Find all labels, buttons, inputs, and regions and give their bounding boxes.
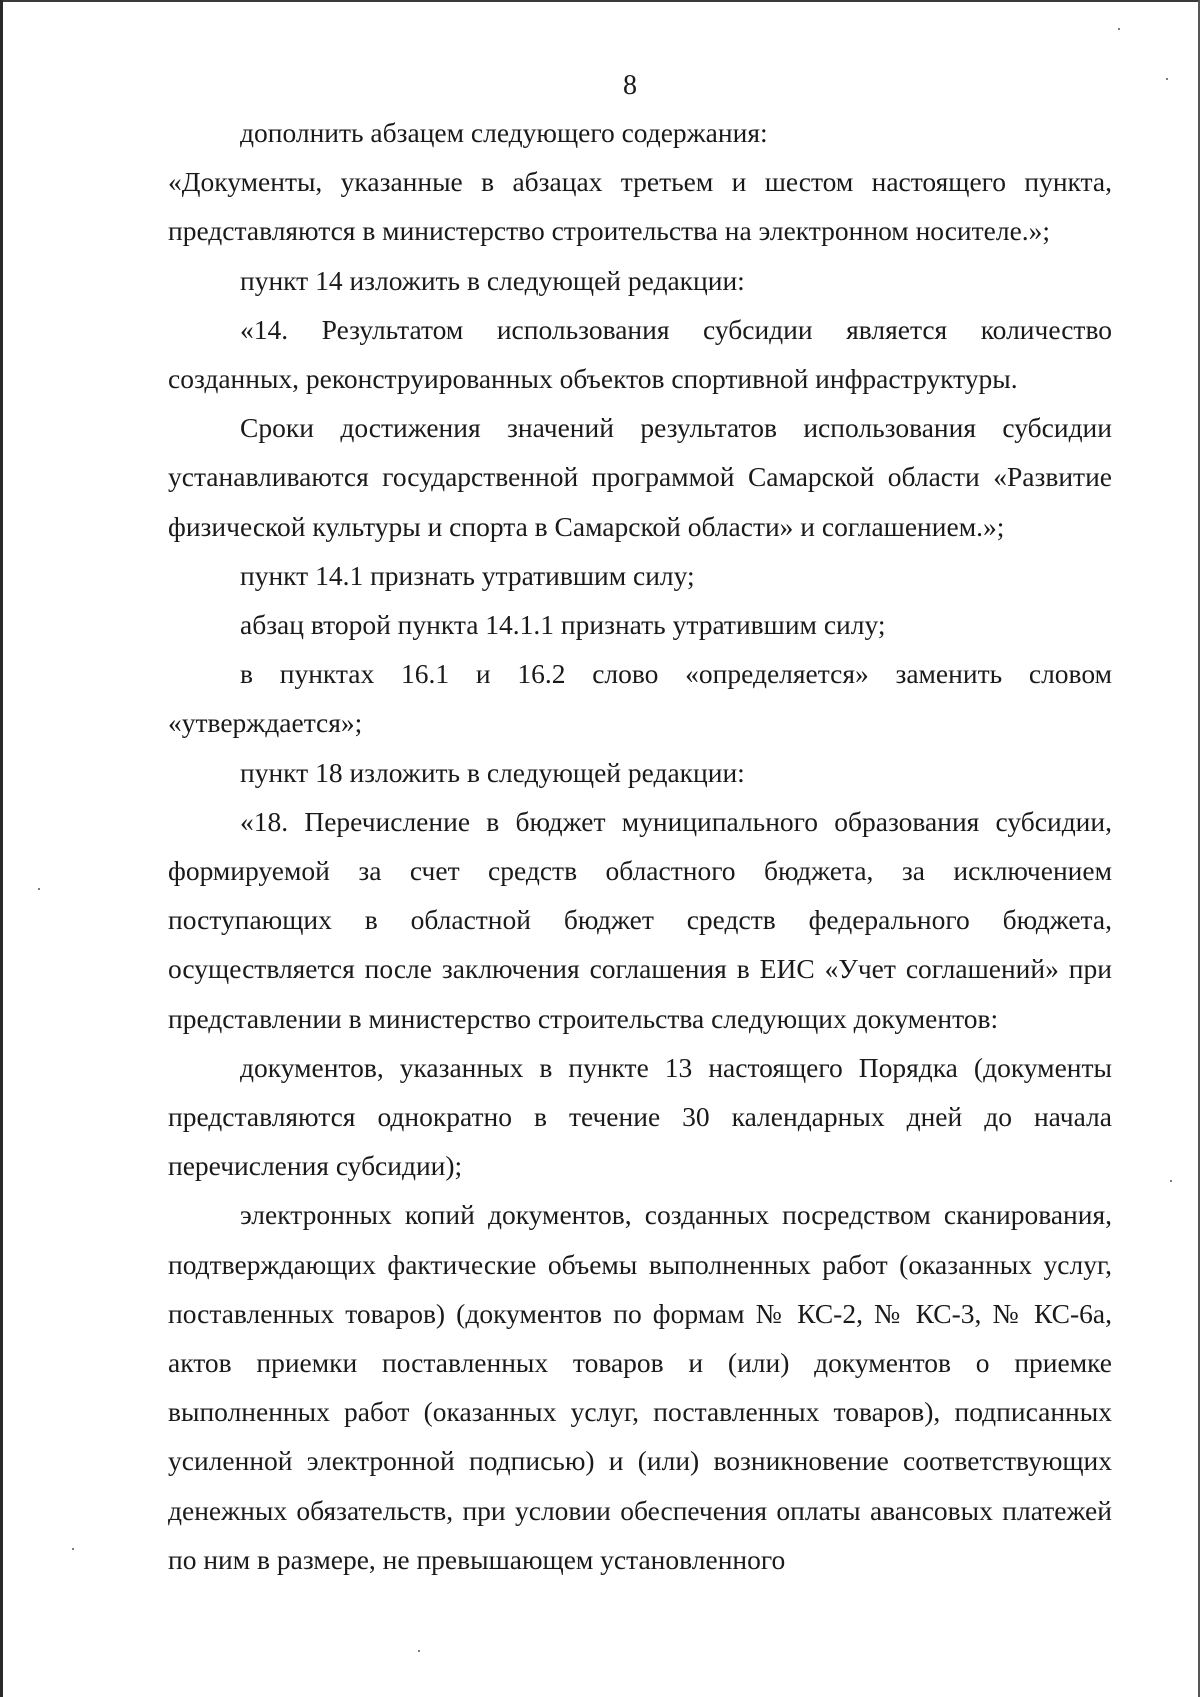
paragraph: «14. Результатом использования субсидии является количество созданных, реконструированных объектов спортивной инфраструктуры.	[168, 313, 1112, 395]
paragraph: пункт 18 изложить в следующей редакции:	[240, 756, 745, 788]
scan-speck	[72, 1548, 74, 1550]
paragraph: «Документы, указанные в абзацах третьем и шестом настоящего пункта, представляются в министерство строительства на электронном носителе.»;	[168, 166, 1112, 247]
paragraph: абзац второй пункта 14.1.1 признать утратившим силу;	[240, 609, 886, 641]
paragraph: «18. Перечисление в бюджет муниципального образования субсидии, формируемой за счет средств областного бюджета, за исключением поступающих в областной бюджет средств федерального бюджета, осуществляется после заключения соглашения в ЕИС «Учет соглашений» при представлении в министерство строительства следующих документов:	[168, 805, 1112, 1034]
paragraph: в пунктах 16.1 и 16.2 слово «определяется» заменить словом «утверждается»;	[168, 658, 1112, 739]
scan-speck	[1118, 28, 1120, 30]
paragraph: пункт 14 изложить в следующей редакции:	[240, 264, 745, 296]
document-body	[168, 108, 1112, 1584]
scan-edge-left	[0, 0, 3, 1697]
scan-speck	[418, 1650, 420, 1652]
paragraph: электронных копий документов, созданных посредством сканирования, подтверждающих фактические объемы выполненных работ (оказанных услуг, поставленных товаров) (документов по формам № КС-2, № КС-3, № КС-6а, актов приемки поставленных товаров и (или) документов о приемке выполненных работ (оказанных услуг, поставленных товаров), подписанных усиленной электронной подписью) и (или) возникновение соответствующих денежных обязательств, при условии обеспечения оплаты авансовых платежей по ним в размере, не превышающем установленного	[168, 1199, 1112, 1575]
paragraph: документов, указанных в пункте 13 настоящего Порядка (документы представляются однократно в течение 30 календарных дней до начала перечисления субсидии);	[168, 1051, 1112, 1182]
scan-speck	[38, 888, 40, 890]
page-number: 8	[623, 70, 637, 101]
paragraph: Сроки достижения значений результатов использования субсидии устанавливаются государственной программой Самарской области «Развитие физической культуры и спорта в Самарской области» и соглашением.»;	[168, 412, 1112, 542]
scan-speck	[1170, 1180, 1172, 1182]
scan-edge-top	[0, 0, 1200, 2]
paragraph: дополнить абзацем следующего содержания:	[240, 117, 768, 148]
paragraph: пункт 14.1 признать утратившим силу;	[240, 559, 695, 591]
